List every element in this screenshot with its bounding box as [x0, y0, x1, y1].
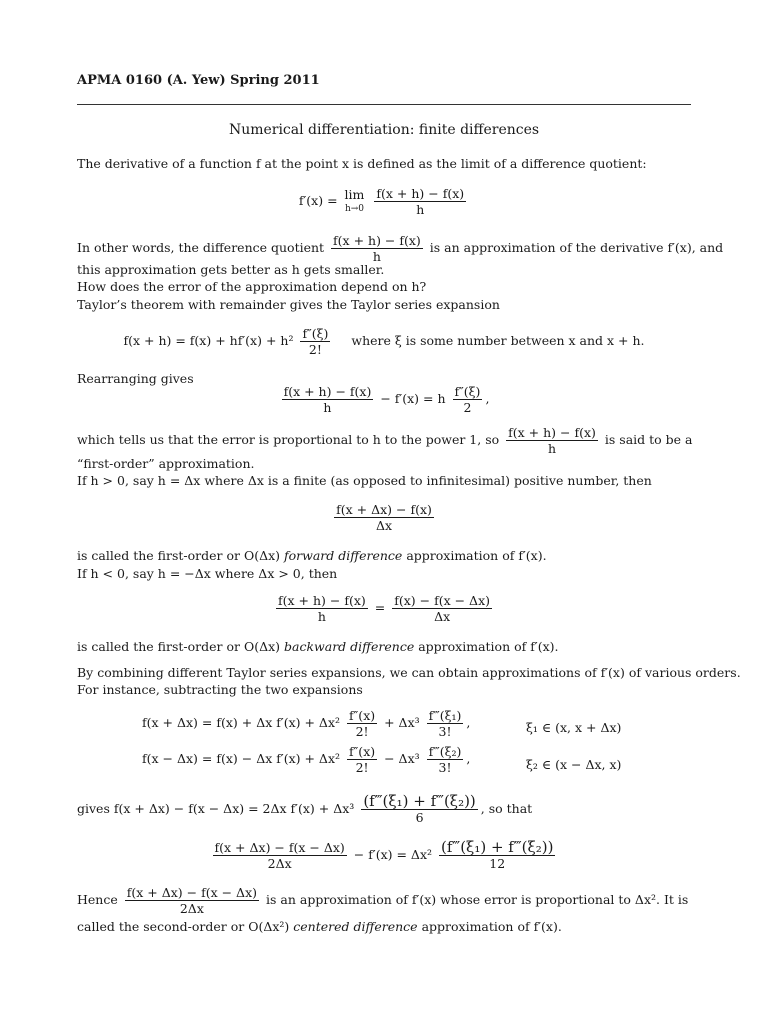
- p7-fraction: [506, 425, 598, 456]
- eq5-equals: =: [374, 600, 386, 615]
- equation-gives: [77, 794, 532, 825]
- paragraph-first-order: [77, 425, 692, 456]
- eq6-line1-num-2: f‴(ξ₁): [428, 708, 462, 723]
- p16-emphasis: centered difference: [293, 919, 418, 934]
- eq6-line2-den-1: 2!: [355, 760, 369, 775]
- p15-denominator: 2Δx: [179, 901, 204, 916]
- equation-error-term: [0, 384, 768, 415]
- eq2-fraction: [300, 326, 330, 357]
- p12-emphasis: backward difference: [284, 639, 415, 654]
- paragraph-question: How does the error of the approximation depend on h?: [77, 279, 427, 294]
- eq8-denominator: 2Δx: [267, 856, 292, 871]
- equation-limit-definition: [0, 186, 768, 217]
- eq8-numerator-2: (f‴(ξ₁) + f‴(ξ₂)): [441, 838, 554, 856]
- p7-text-b: is said to be a: [604, 432, 693, 447]
- eq7-denominator: 6: [415, 810, 424, 825]
- course-header: APMA 0160 (A. Yew) Spring 2011: [77, 73, 320, 88]
- p10-text-b: approximation of f′(x).: [406, 548, 547, 563]
- eq6-line1-num-1: f″(x): [349, 708, 376, 723]
- eq6-line2-a: f(x − Δx) = f(x) − Δx f′(x) + Δx²: [142, 751, 341, 766]
- limit-subscript: h→0: [344, 203, 365, 214]
- eq8-middle: − f′(x) = Δx²: [353, 847, 433, 862]
- eq6-line2-den-2: 3!: [438, 760, 452, 775]
- paragraph-forward-difference: [77, 548, 547, 563]
- eq5-denominator: h: [317, 609, 326, 624]
- p2-numerator: f(x + h) − f(x): [333, 233, 421, 248]
- p15-numerator: f(x + Δx) − f(x − Δx): [126, 885, 258, 900]
- eq6-line2-num-2: f‴(ξ₂): [428, 744, 462, 759]
- limit-text: lim: [344, 186, 365, 202]
- eq8-fraction: [213, 840, 347, 871]
- p2-fraction: [331, 233, 423, 264]
- p7-numerator: f(x + h) − f(x): [508, 425, 596, 440]
- paragraph-centered-difference: [77, 919, 562, 934]
- eq6-line1-b: + Δx³: [384, 715, 420, 730]
- paragraph-first-order-quote: “first-order” approximation.: [77, 456, 255, 471]
- paragraph-backward-difference: [77, 639, 558, 654]
- paragraph-approximation: this approximation gets better as h gets smaller.: [77, 262, 385, 277]
- paragraph-hence: [77, 885, 688, 916]
- eq6-line2-b: − Δx³: [384, 751, 420, 766]
- p12-text-b: approximation of f′(x).: [418, 639, 559, 654]
- p7-denominator: h: [547, 441, 557, 456]
- p2-text-a: In other words, the difference quotient: [77, 240, 325, 255]
- eq7-fraction: [361, 794, 477, 825]
- eq2-condition: where ξ is some number between x and x + h.: [351, 333, 645, 348]
- eq5-fraction: [276, 593, 368, 624]
- eq3-denominator-2: 2: [463, 400, 472, 415]
- eq6-line1-fraction-1: [347, 708, 377, 739]
- equation-forward-difference: [0, 502, 768, 533]
- p12-text-a: is called the first-order or O(Δx): [77, 639, 281, 654]
- eq3-fraction: [282, 384, 374, 415]
- eq3-comma: ,: [485, 391, 490, 406]
- paragraph-definition: The derivative of a function f at the point x is defined as the limit of a difference quotient:: [77, 156, 647, 171]
- p10-emphasis: forward difference: [284, 548, 403, 563]
- eq1-fraction: [374, 186, 466, 217]
- paragraph-for-instance: For instance, subtracting the two expansions: [77, 682, 363, 697]
- p15-fraction: [125, 885, 259, 916]
- p15-text-a: Hence: [77, 892, 118, 907]
- eq3-numerator-2: f″(ξ): [454, 384, 481, 399]
- paragraph-h-positive: If h > 0, say h = Δx where Δx is a finite (as opposed to infinitesimal) positive number, then: [77, 473, 652, 488]
- eq6-line2-fraction-2: [427, 744, 464, 775]
- p15-text-b: is an approximation of f′(x) whose error is proportional to Δx². It is: [266, 892, 689, 907]
- eq7-text-b: , so that: [480, 801, 533, 816]
- eq2-numerator: f″(ξ): [302, 326, 329, 341]
- eq1-numerator: f(x + h) − f(x): [376, 186, 465, 201]
- eq7-text-a: gives f(x + Δx) − f(x − Δx) = 2Δx f′(x) + Δx³: [77, 801, 355, 816]
- paragraph-taylor: Taylor’s theorem with remainder gives the Taylor series expansion: [77, 297, 500, 312]
- eq6-line2-num-1: f″(x): [349, 744, 376, 759]
- p2-text-b: is an approximation of the derivative f′(x), and: [429, 240, 724, 255]
- eq3-fraction-2: [453, 384, 483, 415]
- paragraph-combining: By combining different Taylor series expansions, we can obtain approximations of f′(x) of various orders.: [77, 665, 741, 680]
- eq6-line1-fraction-2: [427, 708, 464, 739]
- p16-text-a: called the second-order or O(Δx²): [77, 919, 290, 934]
- paragraph-rearranging: Rearranging gives: [77, 371, 194, 386]
- eq6-line1-condition: ξ₁ ∈ (x, x + Δx): [526, 720, 622, 735]
- eq6-line2-condition: ξ₂ ∈ (x − Δx, x): [526, 757, 622, 772]
- equation-expansion-plus: [142, 708, 470, 739]
- header-rule: [77, 104, 691, 105]
- eq8-fraction-2: [439, 840, 555, 871]
- eq5-denominator-2: Δx: [434, 609, 451, 624]
- eq4-denominator: Δx: [375, 518, 393, 533]
- eq2-denominator: 2!: [308, 342, 322, 357]
- equation-taylor-expansion: [0, 326, 768, 357]
- eq7-numerator: (f‴(ξ₁) + f‴(ξ₂)): [363, 792, 476, 810]
- eq3-middle: − f′(x) = h: [380, 391, 446, 406]
- equation-backward-difference: [0, 593, 768, 624]
- eq6-line2-fraction-1: [347, 744, 377, 775]
- eq2-lhs: f(x + h) = f(x) + hf′(x) + h²: [123, 333, 294, 348]
- equation-centered-error: [0, 840, 768, 871]
- eq5-fraction-2: [392, 593, 492, 624]
- p10-text-a: is called the first-order or O(Δx): [77, 548, 281, 563]
- eq8-numerator: f(x + Δx) − f(x − Δx): [214, 840, 345, 855]
- equation-expansion-minus: [142, 744, 470, 775]
- paragraph-h-negative: If h < 0, say h = −Δx where Δx > 0, then: [77, 566, 338, 581]
- eq5-numerator-2: f(x) − f(x − Δx): [394, 593, 490, 608]
- eq6-line1-comma: ,: [466, 715, 471, 730]
- eq6-line1-den-1: 2!: [355, 724, 369, 739]
- eq1-denominator: h: [416, 202, 425, 217]
- eq5-numerator: f(x + h) − f(x): [278, 593, 366, 608]
- p7-text-a: which tells us that the error is proportional to h to the power 1, so: [77, 432, 500, 447]
- p16-text-b: approximation of f′(x).: [421, 919, 562, 934]
- paragraph-difference-quotient: [77, 233, 723, 264]
- eq6-line1-a: f(x + Δx) = f(x) + Δx f′(x) + Δx²: [142, 715, 341, 730]
- eq3-numerator: f(x + h) − f(x): [283, 384, 372, 399]
- eq8-denominator-2: 12: [489, 856, 506, 871]
- eq6-line2-comma: ,: [466, 751, 471, 766]
- eq6-line1-den-2: 3!: [438, 724, 452, 739]
- eq4-fraction: [334, 502, 434, 533]
- eq1-lhs: f′(x) =: [298, 193, 338, 208]
- eq3-denominator: h: [323, 400, 332, 415]
- p2-denominator: h: [372, 249, 381, 264]
- page-title: Numerical differentiation: finite differences: [228, 122, 540, 138]
- eq4-numerator: f(x + Δx) − f(x): [336, 502, 432, 517]
- limit-operator: [345, 188, 365, 216]
